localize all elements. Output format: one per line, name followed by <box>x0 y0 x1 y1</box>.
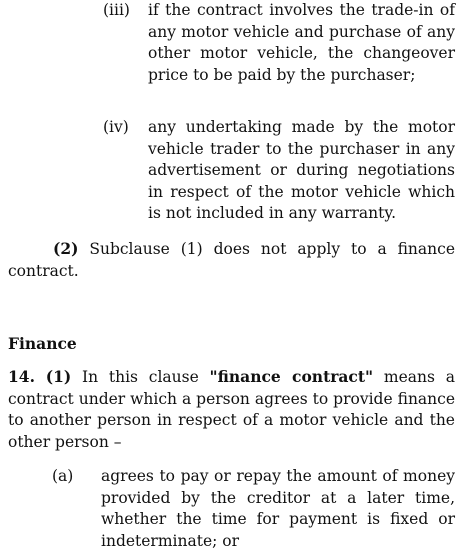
defined-term: "finance contract" <box>209 367 374 386</box>
list-item-iv <box>103 117 455 225</box>
subclause-text: Subclause (1) does not apply to a finance contract. <box>8 240 455 280</box>
list-item-iii <box>103 0 455 86</box>
subclause-number: (2) <box>53 239 79 258</box>
section-heading: Finance <box>8 334 77 353</box>
list-item-a <box>52 466 455 552</box>
item-text: any undertaking made by the motor vehicle trader to the purchaser in any advertisement or during negotiations in respect of the motor vehicle which is not included in any warranty. <box>148 118 455 222</box>
item-label: (iii) <box>103 1 130 19</box>
item-text: agrees to pay or repay the amount of money provided by the creditor at a later time, whether the time for payment is fixed or indeterminate; or <box>101 467 455 550</box>
item-label: (a) <box>52 467 74 485</box>
item-label: (iv) <box>103 118 129 136</box>
item-text: if the contract involves the trade-in of any motor vehicle and purchase of any other motor vehicle, the changeover price to be paid by the purchaser; <box>148 1 455 84</box>
clause-number: 14. <box>8 367 35 386</box>
clause-14 <box>8 366 455 453</box>
subclause-2 <box>8 238 455 282</box>
clause-text-pre: In this clause <box>71 368 210 386</box>
clause-sub-number: (1) <box>45 367 72 386</box>
clause-text-post: means a contract under which a person agrees to provide finance to another person in respect of a motor vehicle and the other person – <box>8 368 455 451</box>
